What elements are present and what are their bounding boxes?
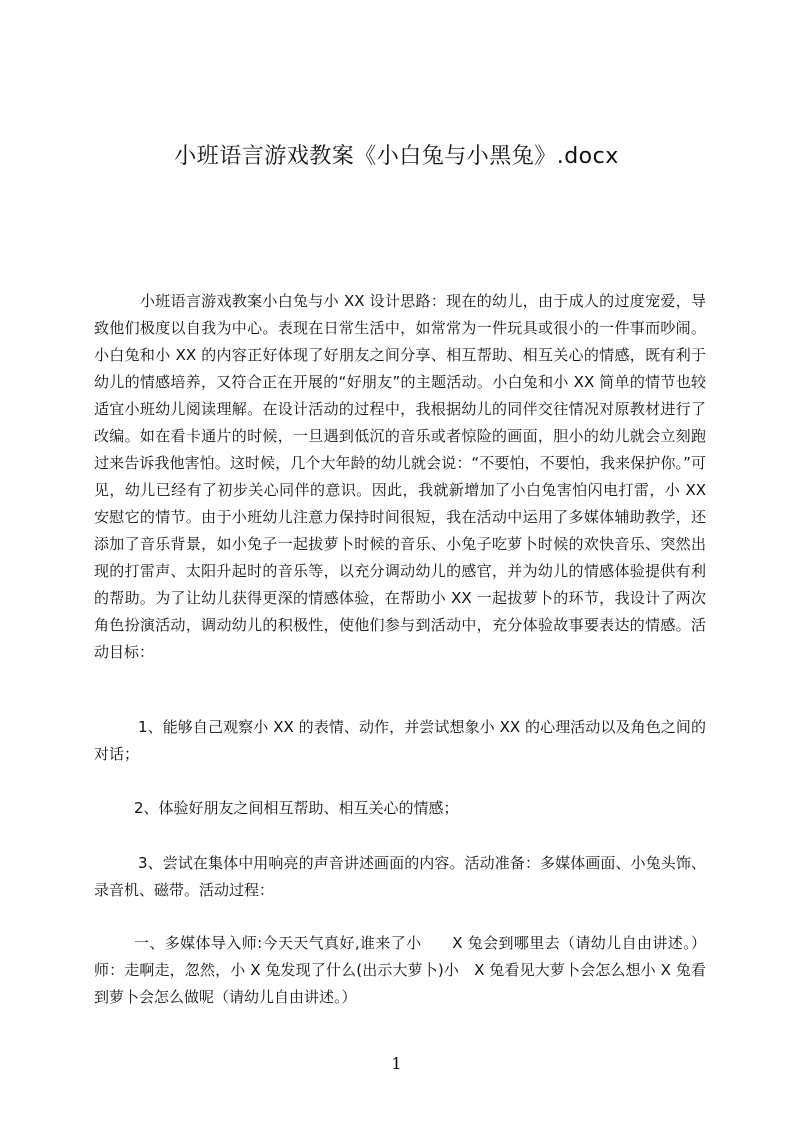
paragraph-design-rationale: 小班语言游戏教案小白兔与小 XX 设计思路：现在的幼儿，由于成人的过度宠爱，导致他们极度以自我为中心。表现在日常生活中，如常常为一件玩具或很小的一件事而吵闹。小白兔和小 XX 的内容正好体现了好朋友之间分享、相互帮助、相互关心的情感，既有利于幼儿的情感培养，又符合正在开展的“好朋友”的主题活动。小白兔和小 XX 简单的情节也较适宜小班幼儿阅读理解。在设计活动的过程中，我根据幼儿的同伴交往情况对原教材进行了改编。如在看卡通片的时候，一旦遇到低沉的音乐或者惊险的画面，胆小的幼儿就会立刻跑过来告诉我他害怕。这时候，几个大年龄的幼儿就会说：“不要怕，不要怕，我来保护你。”可见，幼儿已经有了初步关心同伴的意识。因此，我就新增加了小白兔害怕闪电打雷，小 XX 安慰它的情节。由于小班幼儿注意力保持时间很短，我在活动中运用了多媒体辅助教学，还添加了音乐背景，如小兔子一起拔萝卜时候的音乐、小兔子吃萝卜时候的欢快音乐、突然出现的打雷声、太阳升起时的音乐等，以充分调动幼儿的感官，并为幼儿的情感体验提供有利的帮助。为了让幼儿获得更深的情感体验，在帮助小 XX 一起拔萝卜的环节，我设计了两次角色扮演活动，调动幼儿的积极性，使他们参与到活动中，充分体验故事要表达的情感。活动目标： — [94, 292, 706, 661]
paragraph-goal-1: 1、能够自己观察小 XX 的表情、动作，并尝试想象小 XX 的心理活动以及角色之间的对话； — [94, 718, 706, 763]
paragraph-activity-intro: 一、多媒体导入师:今天天气真好,谁来了小 X 兔会到哪里去（请幼儿自由讲述。）师：走啊走，忽然，小 X 兔发现了什么(出示大萝卜)小 X 兔看见大萝卜会怎么想小 X 兔看到萝卜会怎么做呢（请幼儿自由讲述。） — [94, 934, 706, 1006]
paragraph-goal-3: 3、尝试在集体中用响亮的声音讲述画面的内容。活动准备：多媒体画面、小兔头饰、录音机、磁带。活动过程： — [94, 854, 706, 899]
document-title: 小班语言游戏教案《小白兔与小黑兔》.docx — [174, 144, 619, 169]
paragraph-goal-2: 2、体验好朋友之间相互帮助、相互关心的情感； — [134, 799, 459, 817]
page-number: 1 — [391, 1054, 402, 1073]
